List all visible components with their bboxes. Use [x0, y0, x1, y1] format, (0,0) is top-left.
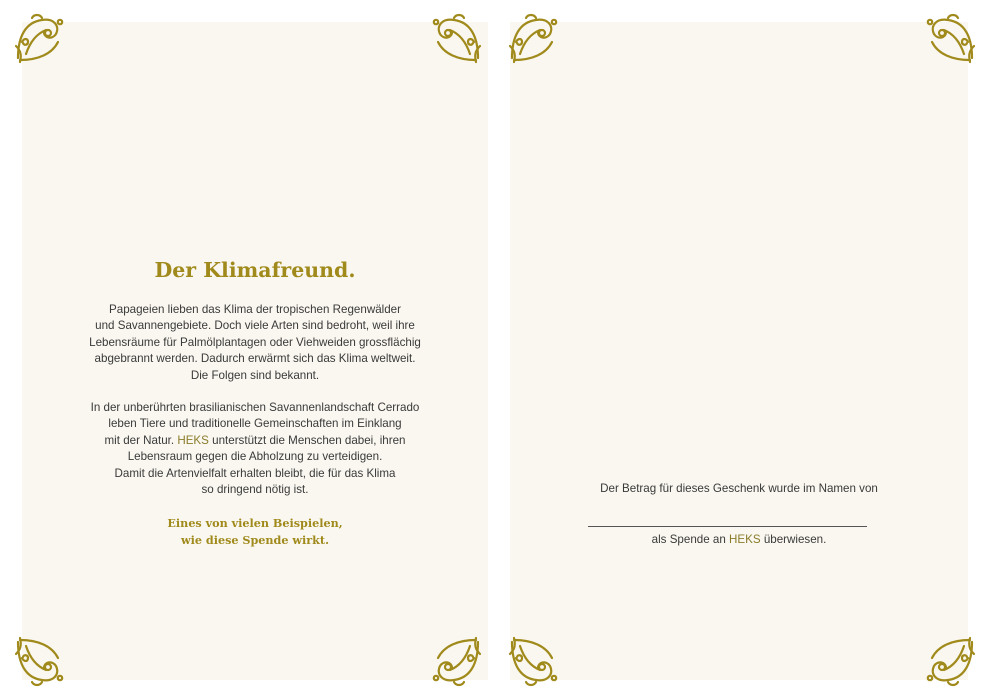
text-line: so dringend nötig ist.	[201, 483, 309, 497]
text-segment: überwiesen.	[760, 533, 827, 546]
text-segment: als Spende an	[651, 533, 730, 546]
project-paragraph	[22, 400, 488, 498]
corner-ornament-icon	[430, 12, 484, 66]
org-name: HEKS	[177, 433, 209, 447]
closing-statement	[22, 515, 488, 549]
page-title: Der Klimafreund.	[154, 258, 356, 282]
donation-intro: Der Betrag für dieses Geschenk wurde im Namen von	[600, 482, 878, 495]
text-line: Lebensraum gegen die Abholzung zu verteidigen.	[127, 450, 383, 464]
text-line	[22, 433, 488, 449]
corner-ornament-icon	[506, 12, 560, 66]
text-line: Damit die Artenvielfalt erhalten bleibt, die für das Klima	[114, 466, 396, 480]
corner-ornament-icon	[430, 634, 484, 688]
corner-ornament-icon	[12, 12, 66, 66]
corner-ornament-icon	[924, 634, 978, 688]
intro-paragraph	[22, 302, 488, 384]
donation-outro	[510, 533, 968, 546]
right-page	[510, 22, 968, 680]
text-segment: mit der Natur.	[104, 433, 178, 447]
closing-line: wie diese Spende wirkt.	[181, 533, 329, 547]
text-segment: unterstützt die Menschen dabei, ihren	[208, 433, 406, 447]
text-line: Lebensräume für Palmölplantagen oder Viehweiden grossflächig	[89, 335, 421, 349]
corner-ornament-icon	[924, 12, 978, 66]
name-signature-line	[588, 526, 867, 527]
corner-ornament-icon	[12, 634, 66, 688]
text-line: Papageien lieben das Klima der tropischen Regenwälder	[109, 303, 401, 316]
text-line: Die Folgen sind bekannt.	[190, 368, 320, 382]
text-line: In der unberührten brasilianischen Savannenlandschaft Cerrado	[90, 401, 420, 414]
text-line: leben Tiere und traditionelle Gemeinschaften im Einklang	[108, 417, 402, 431]
org-name: HEKS	[729, 533, 761, 546]
corner-ornament-icon	[506, 634, 560, 688]
text-line: und Savannengebiete. Doch viele Arten sind bedroht, weil ihre	[95, 319, 415, 333]
text-line: abgebrannt werden. Dadurch erwärmt sich das Klima weltweit.	[94, 352, 416, 366]
closing-line: Eines von vielen Beispielen,	[167, 516, 343, 530]
